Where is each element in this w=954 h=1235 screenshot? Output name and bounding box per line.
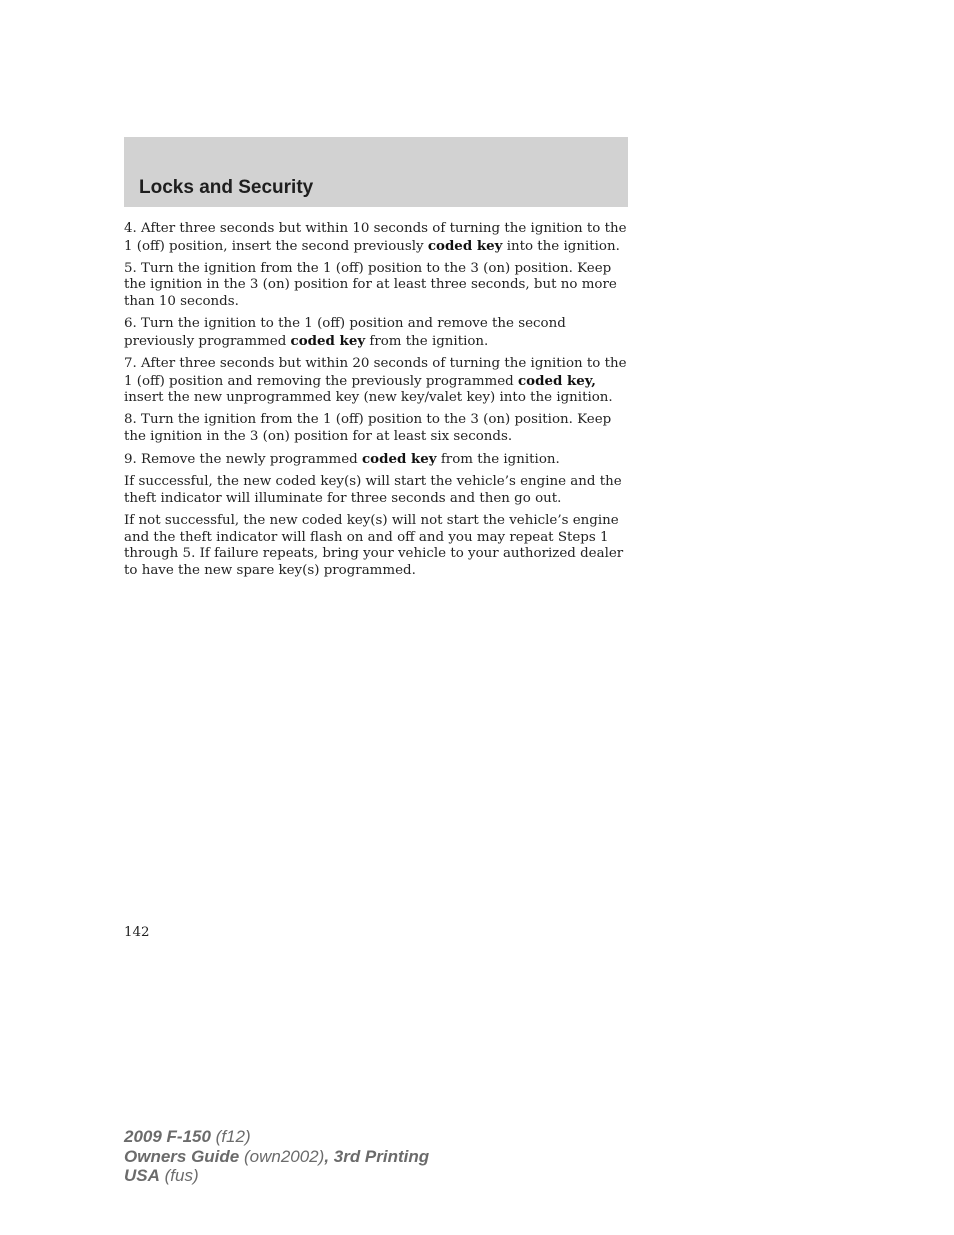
paragraph [124,474,628,507]
text-run: insert the new unprogrammed key (new key/valet key) into the ignition. [124,390,613,406]
text-run: 9. Remove the newly programmed [124,452,362,468]
footer-printing: , 3rd Printing [324,1146,430,1166]
section-title: Locks and Security [139,177,314,198]
bold-term: coded key [290,332,366,349]
footer-region-code: (fus) [159,1166,199,1185]
footer-model: 2009 F-150 [124,1127,211,1146]
text-run: from the ignition. [436,452,560,468]
text-run: 8. Turn the ignition from the 1 (off) position to the 3 (on) position. Keep the ignition in the 3 (on) position for at least six seconds. [124,412,612,444]
footer-guide: Owners Guide [124,1146,240,1166]
section-header-band [124,137,628,207]
footer-guide-code: (own2002) [239,1146,325,1166]
paragraph [124,221,628,255]
paragraph [124,513,628,579]
text-run: 4. After three seconds but within 10 seconds of turning the ignition to the 1 (off) position, insert the second previously [124,221,627,254]
text-run: If successful, the new coded key(s) will start the vehicle’s engine and the theft indicator will illuminate for three seconds and then go out. [124,474,622,506]
footer-line-2 [124,1147,429,1167]
document-footer [124,1127,429,1186]
footer-region: USA [124,1166,160,1185]
text-run: If not successful, the new coded key(s) will not start the vehicle’s engine and the theft indicator will flash on and off and you may repeat Steps 1 through 5. If failure repeats, bring your vehicle to your authorized dealer to have the new spare key(s) programmed. [124,513,624,578]
text-run: from the ignition. [365,333,489,349]
bold-term: coded key [362,451,437,468]
bold-term: coded key [427,237,503,254]
text-run: 5. Turn the ignition from the 1 (off) position to the 3 (on) position. Keep the ignition in the 3 (on) position for at least three seconds, but no more than 10 seconds. [124,260,617,309]
bold-term: coded key, [518,372,596,389]
paragraph [124,261,628,311]
paragraph [124,316,628,350]
footer-line-1 [124,1127,429,1147]
text-run: 6. Turn the ignition to the 1 (off) position and remove the second previously programmed [124,316,566,349]
paragraph [124,412,628,445]
body-text [124,221,628,585]
text-run: 7. After three seconds but within 20 seconds of turning the ignition to the 1 (off) position and removing the previously programmed [124,355,627,389]
text-run: into the ignition. [502,238,620,254]
footer-line-3 [124,1166,429,1186]
page-number: 142 [124,925,150,940]
paragraph [124,356,628,407]
paragraph [124,451,628,469]
footer-model-code: (f12) [210,1127,251,1146]
